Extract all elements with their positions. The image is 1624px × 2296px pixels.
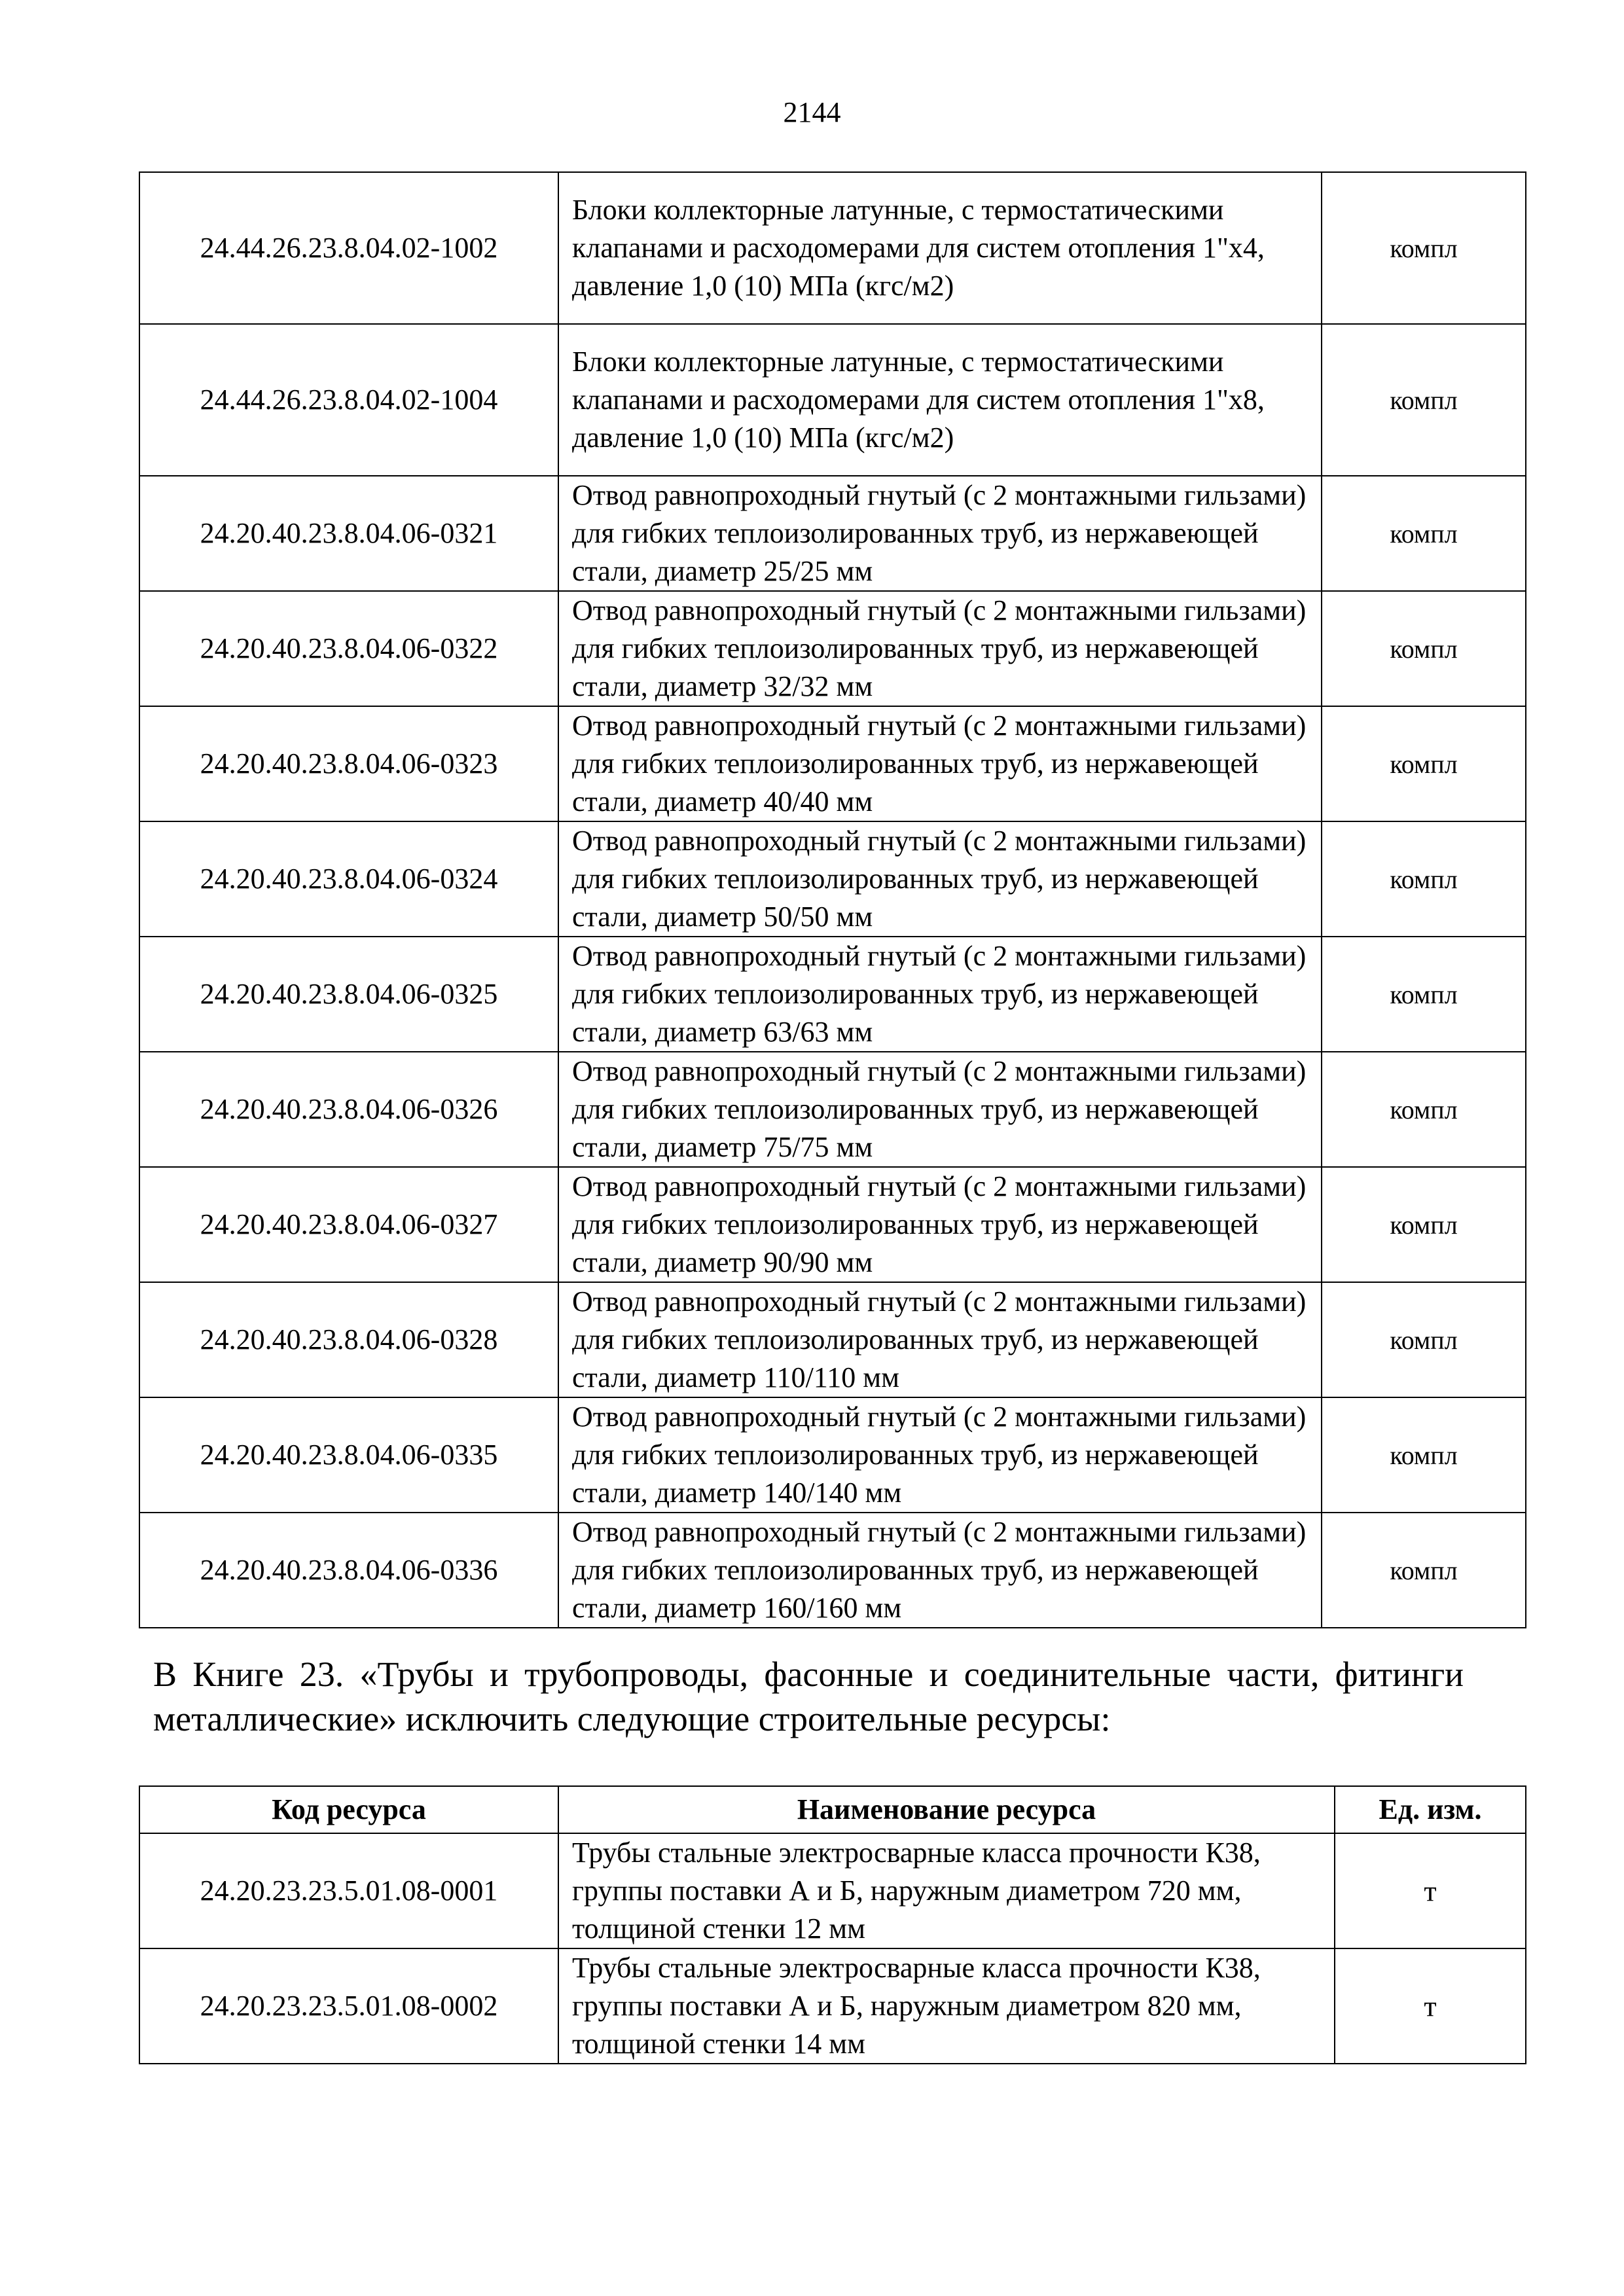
resource-unit: компл: [1322, 591, 1526, 706]
table-row: [139, 1052, 1526, 1167]
resource-unit: компл: [1322, 821, 1526, 937]
resource-code: 24.20.23.23.5.01.08-0002: [139, 1948, 558, 2064]
resource-unit: т: [1335, 1948, 1526, 2064]
resource-code: 24.20.23.23.5.01.08-0001: [139, 1833, 558, 1948]
resource-unit: компл: [1322, 937, 1526, 1052]
resource-name: Блоки коллекторные латунные, с термостатическими клапанами и расходомерами для систем отопления 1"x4, давление 1,0 (10) МПа (кгс/м2): [558, 172, 1322, 324]
resource-code: 24.20.40.23.8.04.06-0321: [139, 476, 558, 591]
table-header-row: [139, 1786, 1526, 1833]
resource-code: 24.20.40.23.8.04.06-0335: [139, 1397, 558, 1513]
resource-name: Отвод равнопроходный гнутый (с 2 монтажными гильзами) для гибких теплоизолированных труб, из нержавеющей стали, диаметр 63/63 мм: [558, 937, 1322, 1052]
table-row: [139, 821, 1526, 937]
table-row: [139, 1833, 1526, 1948]
resource-unit: компл: [1322, 1397, 1526, 1513]
table-row: [139, 1513, 1526, 1628]
instruction-paragraph: В Книге 23. «Трубы и трубопроводы, фасонные и соединительные части, фитинги металлические» исключить следующие строительные ресурсы:: [153, 1655, 1464, 1738]
page-number: 2144: [783, 96, 841, 128]
resource-unit: компл: [1322, 1052, 1526, 1167]
resource-name: Отвод равнопроходный гнутый (с 2 монтажными гильзами) для гибких теплоизолированных труб, из нержавеющей стали, диаметр 75/75 мм: [558, 1052, 1322, 1167]
resource-unit: компл: [1322, 476, 1526, 591]
resource-name: Трубы стальные электросварные класса прочности К38, группы поставки А и Б, наружным диаметром 820 мм, толщиной стенки 14 мм: [558, 1948, 1335, 2064]
table-row: [139, 706, 1526, 821]
resource-unit: компл: [1322, 172, 1526, 324]
resource-code: 24.20.40.23.8.04.06-0324: [139, 821, 558, 937]
table-row: [139, 1282, 1526, 1397]
table-row: [139, 476, 1526, 591]
table-row: [139, 937, 1526, 1052]
resource-name: Блоки коллекторные латунные, с термостатическими клапанами и расходомерами для систем отопления 1"x8, давление 1,0 (10) МПа (кгс/м2): [558, 324, 1322, 476]
table-row: [139, 1167, 1526, 1282]
resource-unit: компл: [1322, 1282, 1526, 1397]
table-row: [139, 172, 1526, 324]
header-name: Наименование ресурса: [558, 1786, 1335, 1833]
resources-table-continued: [139, 171, 1526, 1628]
resource-name: Отвод равнопроходный гнутый (с 2 монтажными гильзами) для гибких теплоизолированных труб, из нержавеющей стали, диаметр 90/90 мм: [558, 1167, 1322, 1282]
resource-unit: компл: [1322, 324, 1526, 476]
resource-code: 24.20.40.23.8.04.06-0326: [139, 1052, 558, 1167]
resource-name: Отвод равнопроходный гнутый (с 2 монтажными гильзами) для гибких теплоизолированных труб, из нержавеющей стали, диаметр 32/32 мм: [558, 591, 1322, 706]
header-code: Код ресурса: [139, 1786, 558, 1833]
table-row: [139, 1397, 1526, 1513]
resource-code: 24.20.40.23.8.04.06-0323: [139, 706, 558, 821]
resource-code: 24.20.40.23.8.04.06-0336: [139, 1513, 558, 1628]
resource-code: 24.20.40.23.8.04.06-0327: [139, 1167, 558, 1282]
resource-name: Отвод равнопроходный гнутый (с 2 монтажными гильзами) для гибких теплоизолированных труб, из нержавеющей стали, диаметр 40/40 мм: [558, 706, 1322, 821]
resource-name: Трубы стальные электросварные класса прочности К38, группы поставки А и Б, наружным диаметром 720 мм, толщиной стенки 12 мм: [558, 1833, 1335, 1948]
table-row: [139, 591, 1526, 706]
resource-code: 24.20.40.23.8.04.06-0322: [139, 591, 558, 706]
resource-unit: т: [1335, 1833, 1526, 1948]
resource-unit: компл: [1322, 1513, 1526, 1628]
resource-name: Отвод равнопроходный гнутый (с 2 монтажными гильзами) для гибких теплоизолированных труб, из нержавеющей стали, диаметр 140/140 мм: [558, 1397, 1322, 1513]
resource-name: Отвод равнопроходный гнутый (с 2 монтажными гильзами) для гибких теплоизолированных труб, из нержавеющей стали, диаметр 160/160 мм: [558, 1513, 1322, 1628]
resource-code: 24.44.26.23.8.04.02-1004: [139, 324, 558, 476]
header-unit: Ед. изм.: [1335, 1786, 1526, 1833]
resource-unit: компл: [1322, 706, 1526, 821]
excluded-resources-table: [139, 1785, 1526, 2064]
resource-name: Отвод равнопроходный гнутый (с 2 монтажными гильзами) для гибких теплоизолированных труб, из нержавеющей стали, диаметр 110/110 мм: [558, 1282, 1322, 1397]
resource-code: 24.20.40.23.8.04.06-0325: [139, 937, 558, 1052]
resource-unit: компл: [1322, 1167, 1526, 1282]
resource-code: 24.44.26.23.8.04.02-1002: [139, 172, 558, 324]
table-row: [139, 1948, 1526, 2064]
resource-code: 24.20.40.23.8.04.06-0328: [139, 1282, 558, 1397]
table-row: [139, 324, 1526, 476]
resource-name: Отвод равнопроходный гнутый (с 2 монтажными гильзами) для гибких теплоизолированных труб, из нержавеющей стали, диаметр 25/25 мм: [558, 476, 1322, 591]
resource-name: Отвод равнопроходный гнутый (с 2 монтажными гильзами) для гибких теплоизолированных труб, из нержавеющей стали, диаметр 50/50 мм: [558, 821, 1322, 937]
